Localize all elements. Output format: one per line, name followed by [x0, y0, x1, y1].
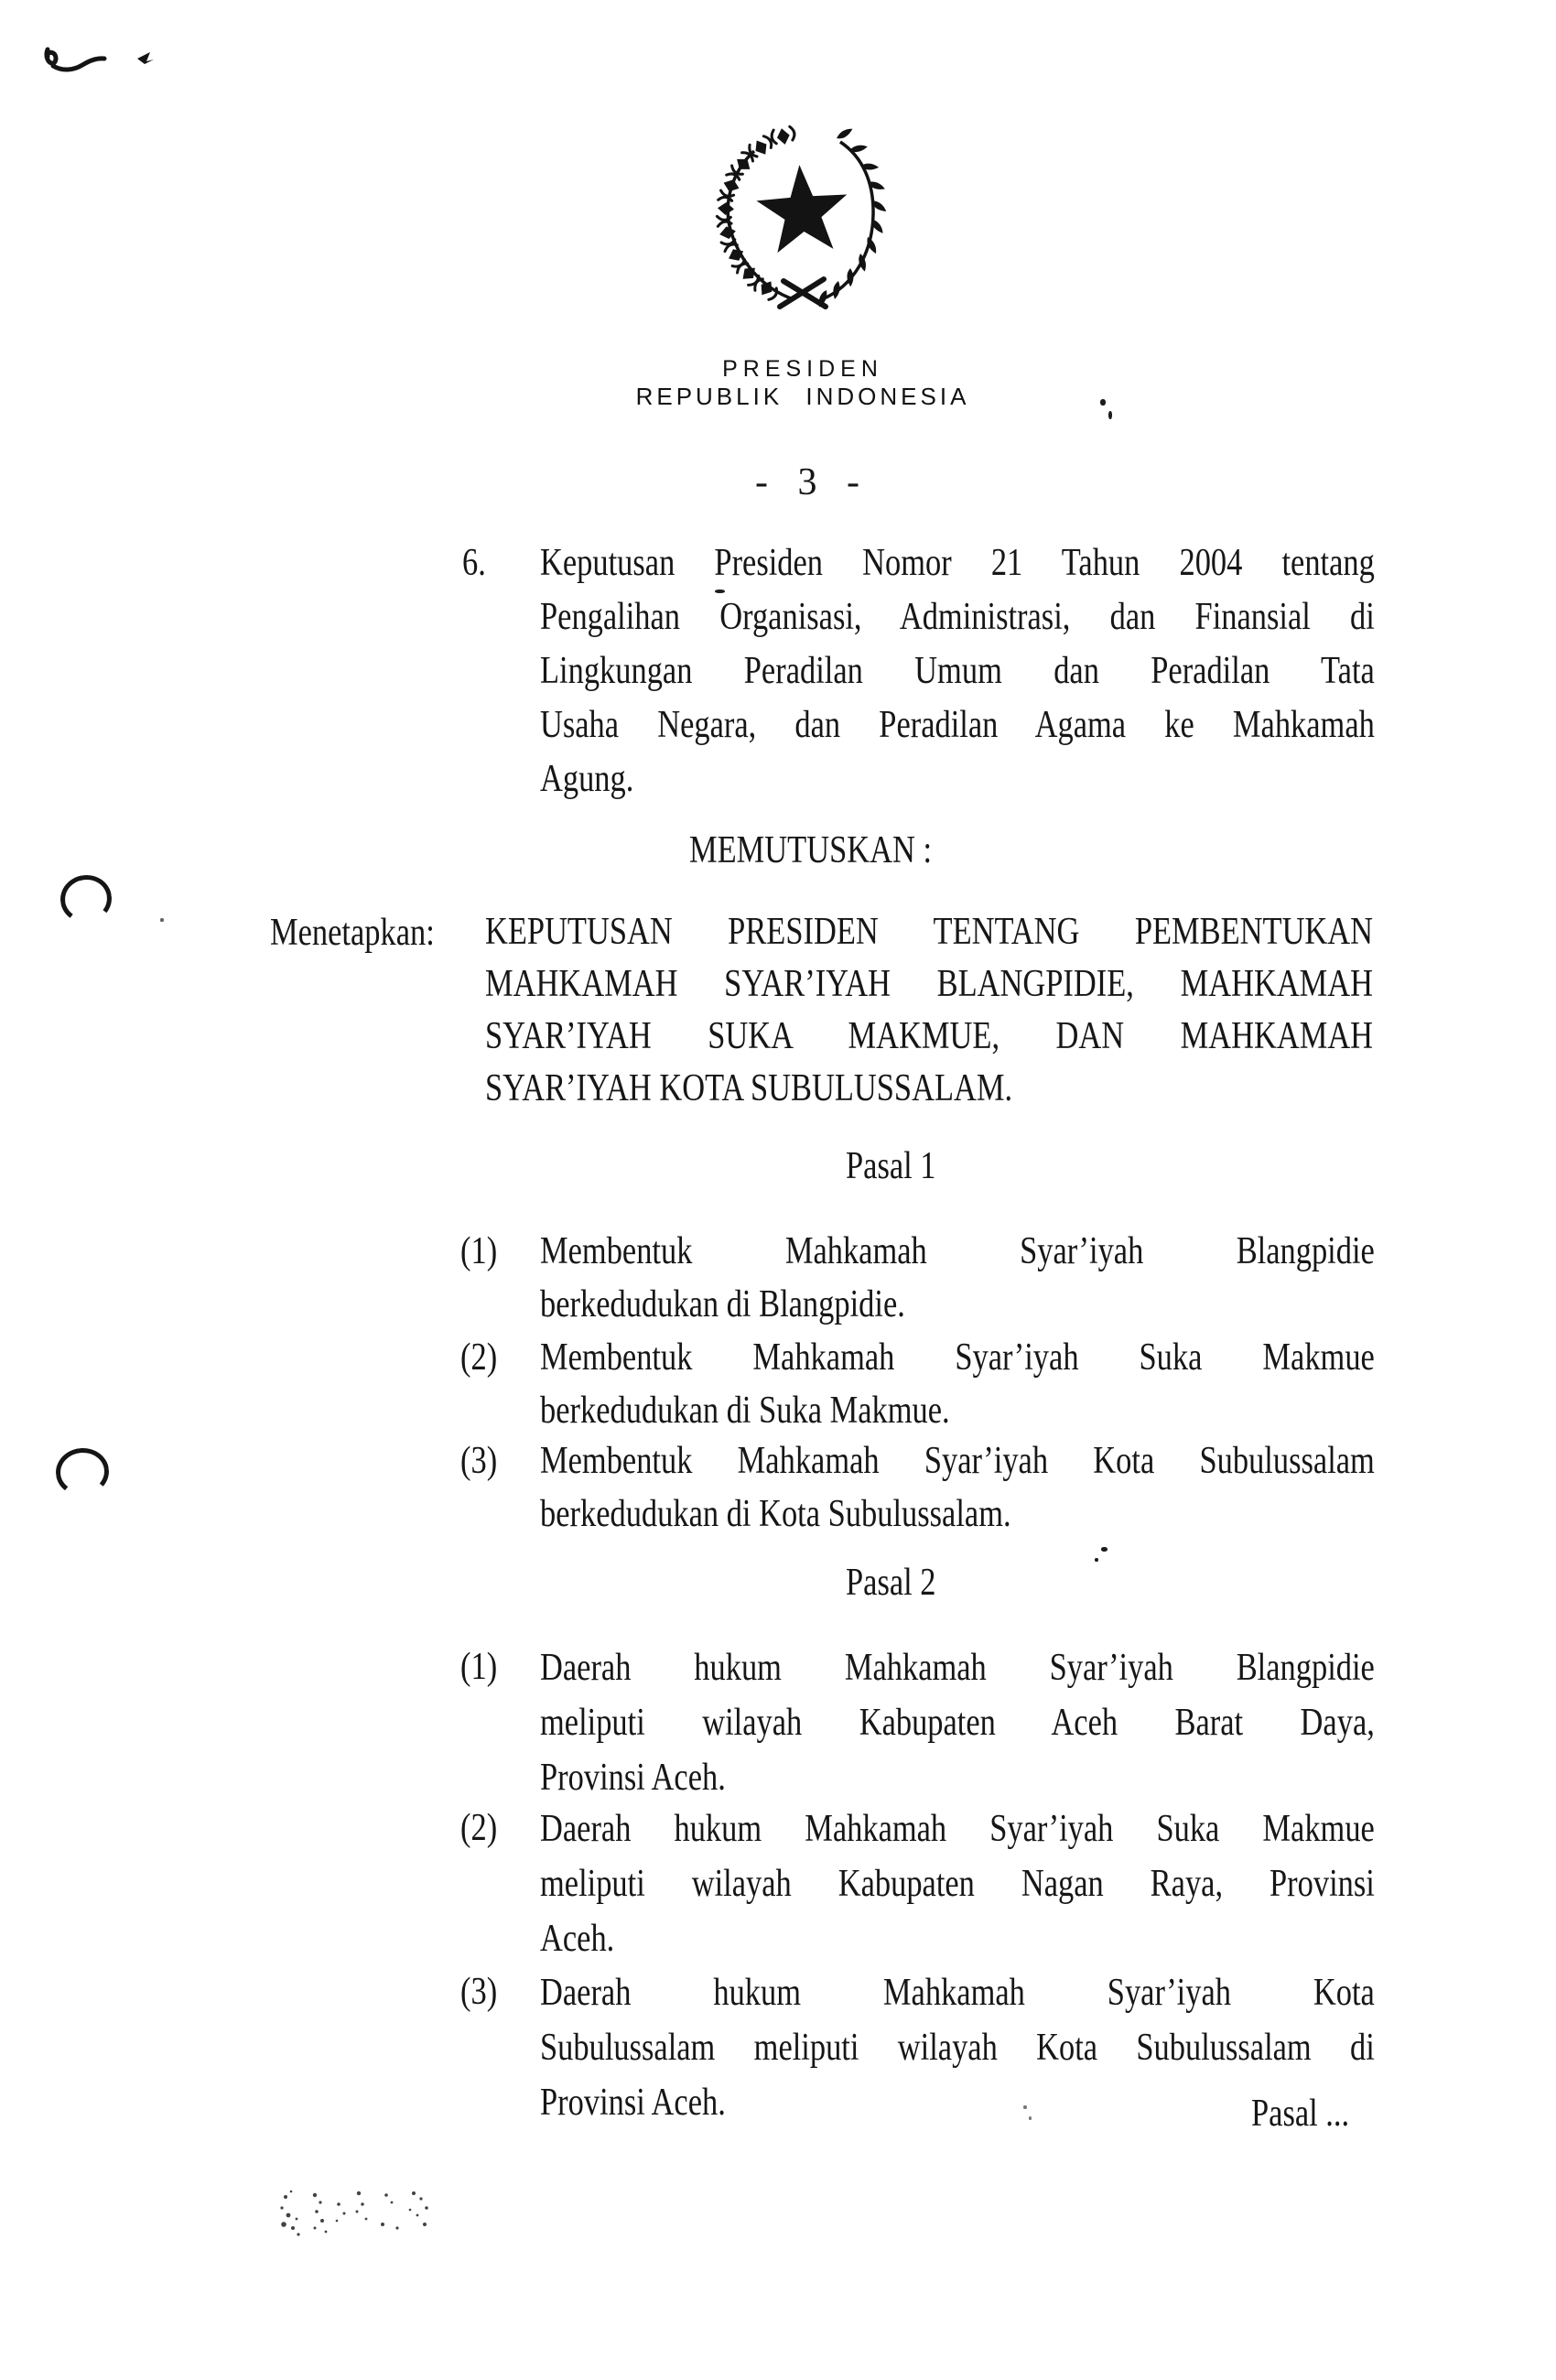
pasal2-item1-number: (1) — [460, 1646, 498, 1688]
text-line: berkedudukan di Blangpidie. — [540, 1283, 905, 1325]
text-line: Daerah hukum Mahkamah Syar’iyah Suka Makmue — [540, 1808, 1375, 1850]
text-line: Subulussalam meliputi wilayah Kota Subulussalam di — [540, 2027, 1375, 2069]
item6-line-2: Pengalihan Organisasi, Administrasi, dan Finansial di — [540, 596, 1375, 638]
text-line: Provinsi Aceh. — [540, 1757, 726, 1799]
text-line: meliputi wilayah Kabupaten Nagan Raya, Provinsi — [540, 1863, 1375, 1905]
catchword-pasal: Pasal ... — [1251, 2093, 1350, 2135]
memutuskan-heading: MEMUTUSKAN : — [689, 829, 933, 871]
text-line: Provinsi Aceh. — [540, 2082, 726, 2124]
pasal1-heading: Pasal 1 — [846, 1145, 936, 1187]
text-line: berkedudukan di Suka Makmue. — [540, 1390, 950, 1432]
text-line: Aceh. — [540, 1918, 615, 1960]
pasal2-item2-text — [540, 1801, 1375, 1966]
menetapkan-line-3: SYAR’IYAH SUKA MAKMUE, DAN MAHKAMAH — [485, 1015, 1374, 1057]
text-line: Membentuk Mahkamah Syar’iyah Blangpidie — [540, 1230, 1375, 1272]
menetapkan-label: Menetapkan: — [270, 912, 435, 954]
text-line: Daerah hukum Mahkamah Syar’iyah Kota — [540, 1972, 1375, 2014]
item6-number: 6. — [462, 542, 486, 584]
menetapkan-line-1: KEPUTUSAN PRESIDEN TENTANG PEMBENTUKAN — [485, 911, 1374, 953]
pasal1-item1-number: (1) — [460, 1230, 498, 1272]
scan-speck-icon — [160, 918, 164, 922]
pasal1-item3-text — [540, 1434, 1375, 1541]
pasal1-item2-number: (2) — [460, 1336, 498, 1379]
scan-speck-icon — [1095, 1558, 1098, 1562]
punch-hole-arc-icon — [58, 871, 115, 925]
presidential-seal-emblem — [696, 124, 904, 314]
star-icon — [754, 162, 850, 254]
punch-hole-arc-icon — [53, 1445, 111, 1498]
pen-squiggle-mark-icon — [35, 38, 163, 84]
crossed-stems-icon — [780, 279, 826, 307]
pasal2-item3-number: (3) — [460, 1971, 498, 2013]
item6-line-5: Agung. — [540, 758, 634, 800]
pasal1-item1-text — [540, 1225, 1375, 1331]
text-line: Membentuk Mahkamah Syar’iyah Kota Subulussalam — [540, 1440, 1375, 1482]
pasal2-item2-number: (2) — [460, 1807, 498, 1849]
text-line: Membentuk Mahkamah Syar’iyah Suka Makmue — [540, 1336, 1375, 1379]
letterhead — [636, 355, 970, 410]
text-line: Daerah hukum Mahkamah Syar’iyah Blangpidie — [540, 1647, 1375, 1689]
pasal2-item3-text — [540, 1965, 1375, 2130]
pasal1-item3-number: (3) — [460, 1440, 498, 1482]
letterhead-republik-indonesia: REPUBLIK INDONESIA — [635, 383, 970, 410]
scan-speck-icon — [1108, 411, 1112, 419]
pasal1-item2-text — [540, 1331, 1375, 1437]
item6-line-1: Keputusan Presiden Nomor 21 Tahun 2004 tentang — [540, 542, 1375, 584]
pasal2-heading: Pasal 2 — [846, 1562, 936, 1604]
letterhead-presiden: PRESIDEN — [722, 356, 883, 382]
menetapkan-line-2: MAHKAMAH SYAR’IYAH BLANGPIDIE, MAHKAMAH — [485, 963, 1374, 1005]
menetapkan-text — [485, 906, 1373, 1115]
pasal2-item1-text — [540, 1640, 1375, 1805]
text-line: meliputi wilayah Kabupaten Aceh Barat Daya, — [540, 1702, 1375, 1744]
item6-line-4: Usaha Negara, dan Peradilan Agama ke Mahkamah — [540, 704, 1375, 746]
item6-text — [540, 536, 1375, 806]
menetapkan-line-4: SYAR’IYAH KOTA SUBULUSSALAM. — [485, 1067, 1013, 1109]
item6-line-3: Lingkungan Peradilan Umum dan Peradilan Tata — [540, 650, 1375, 692]
page-number: - 3 - — [755, 461, 861, 503]
scan-speck-icon — [1101, 1547, 1108, 1552]
text-line: berkedudukan di Kota Subulussalam. — [540, 1493, 1011, 1535]
scan-speck-icon — [1100, 399, 1106, 406]
faint-numeric-stamp-icon — [275, 2184, 448, 2241]
